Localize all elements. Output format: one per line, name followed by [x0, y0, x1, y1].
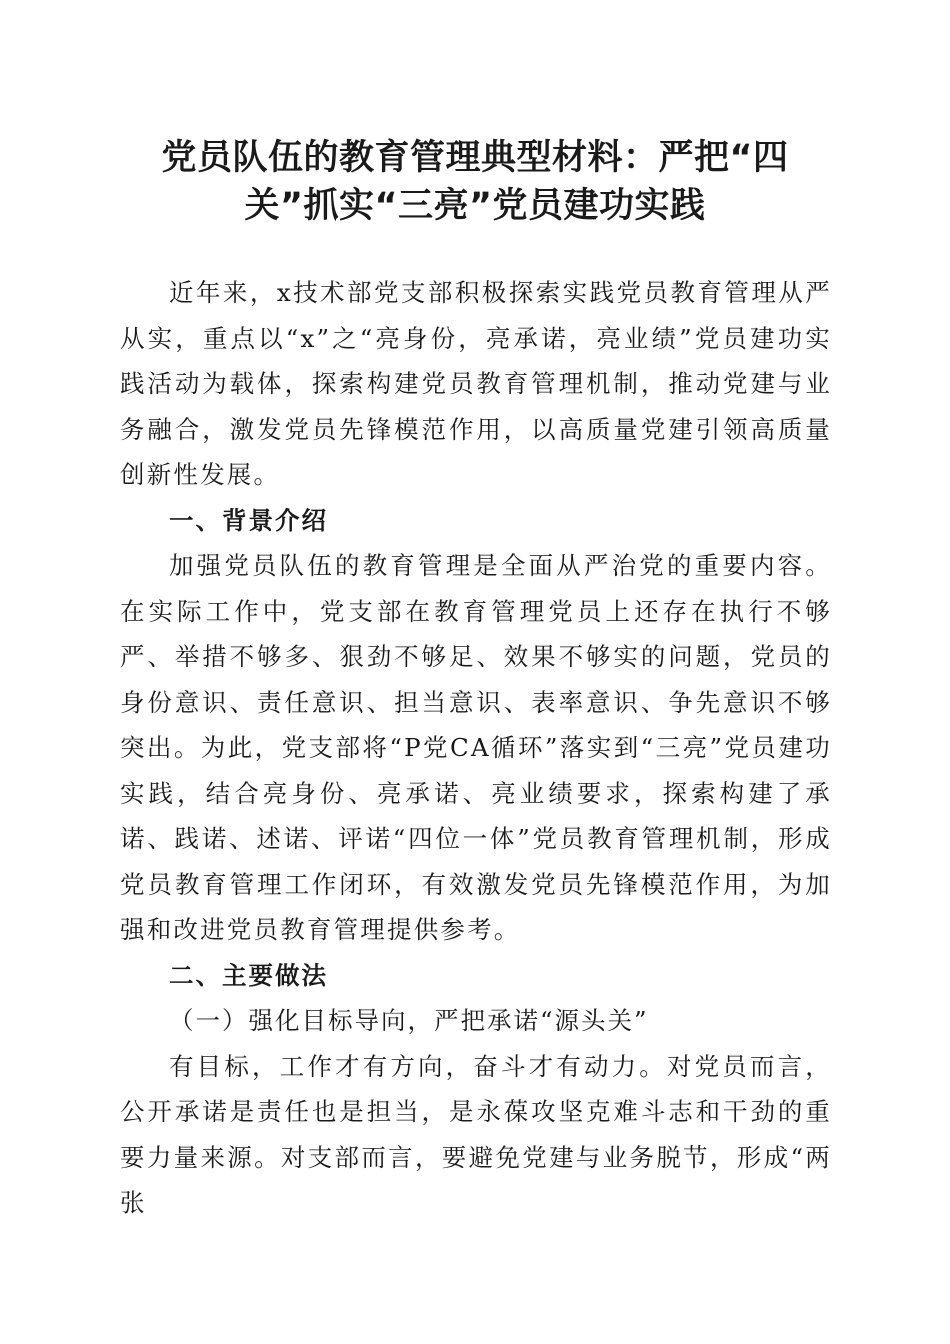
- title-line-1: 党员队伍的教育管理典型材料：严把“四: [161, 138, 789, 178]
- document-body: [120, 270, 832, 1226]
- title-line-2: 关”抓实“三亮”党员建功实践: [244, 186, 706, 226]
- document-title: [120, 134, 830, 230]
- background-paragraph: 加强党员队伍的教育管理是全面从严治党的重要内容。在实际工作中，党支部在教育管理党员上还存在执行不够严、举措不够多、狠劲不够足、效果不够实的问题，党员的身份意识、责任意识、担当意识、表率意识、争先意识不够突出。为此，党支部将“P党CA循环”落实到“三亮”党员建功实践，结合亮身份、亮承诺、亮业绩要求，探索构建了承诺、践诺、述诺、评诺“四位一体”党员教育管理机制，形成党员教育管理工作闭环，有效激发党员先锋模范作用，为加强和改进党员教育管理提供参考。: [120, 551, 832, 944]
- section-heading-main-practices: 二、主要做法: [169, 960, 328, 990]
- subsection-heading-goal-orientation: （一）强化目标导向，严把承诺“源头关”: [169, 1006, 649, 1035]
- intro-paragraph: 近年来，x技术部党支部积极探索实践党员教育管理从严从实，重点以“x”之“亮身份，亮承诺，亮业绩”党员建功实践活动为载体，探索构建党员教育管理机制，推动党建与业务融合，激发党员先锋模范作用，以高质量党建引领高质量创新性发展。: [120, 278, 832, 489]
- section-heading-background: 一、背景介绍: [169, 505, 328, 535]
- goal-orientation-paragraph: 有目标，工作才有方向，奋斗才有动力。对党员而言，公开承诺是责任也是担当，是永葆攻坚克难斗志和干劲的重要力量来源。对支部而言，要避免党建与业务脱节，形成“两张: [120, 1051, 832, 1217]
